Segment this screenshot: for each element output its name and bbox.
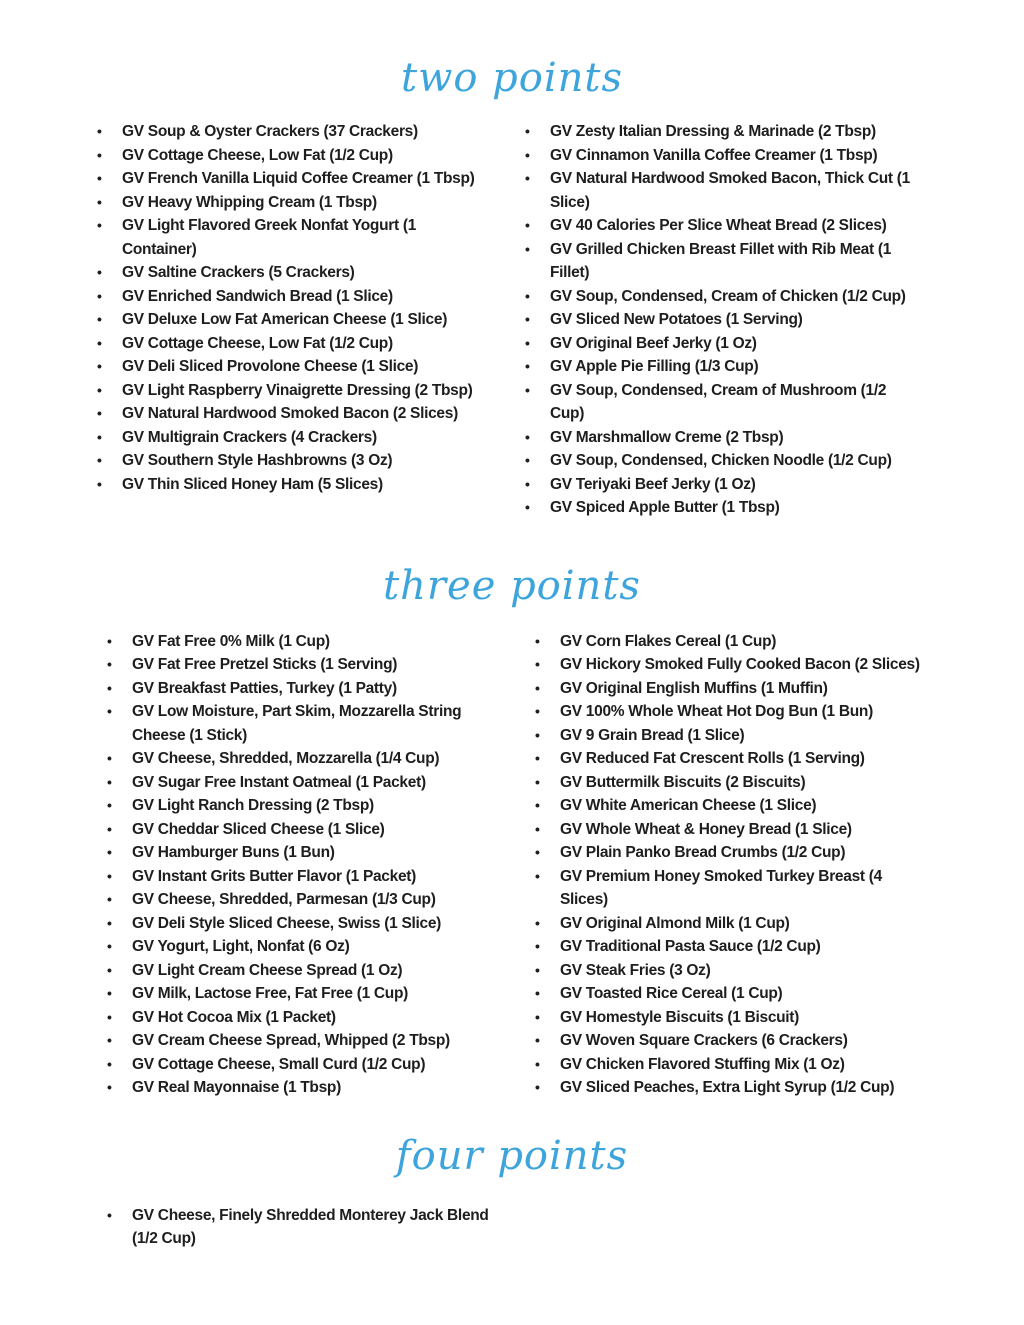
- bullet-icon: •: [97, 146, 102, 163]
- list-item: [100, 630, 528, 654]
- list-item: [90, 355, 518, 379]
- bullet-icon: •: [97, 381, 102, 398]
- item-label: GV Cottage Cheese, Low Fat (1/2 Cup): [122, 334, 393, 352]
- item-label: GV Cheese, Shredded, Parmesan (1/3 Cup): [132, 891, 436, 908]
- points-column-right: [528, 630, 958, 1100]
- points-column-right: [518, 120, 948, 520]
- item-label: GV Teriyaki Beef Jerky (1 Oz): [550, 475, 756, 493]
- bullet-icon: •: [535, 726, 540, 743]
- bullet-icon: •: [97, 334, 102, 351]
- list-item: [100, 747, 528, 771]
- item-label: GV Thin Sliced Honey Ham (5 Slices): [122, 475, 383, 493]
- bullet-icon: •: [535, 1032, 540, 1048]
- item-label: GV Cheese, Shredded, Mozzarella (1/4 Cup): [132, 750, 440, 767]
- bullet-icon: •: [97, 311, 102, 327]
- item-label: GV Zesty Italian Dressing & Marinade (2 Tbsp): [550, 123, 876, 140]
- bullet-icon: •: [107, 773, 112, 790]
- item-label: GV Southern Style Hashbrowns (3 Oz): [122, 452, 393, 469]
- item-label: GV 100% Whole Wheat Hot Dog Bun (1 Bun): [560, 703, 873, 720]
- bullet-icon: •: [525, 311, 530, 327]
- bullet-icon: •: [107, 961, 112, 978]
- section-four-points: [0, 1134, 1024, 1251]
- section-heading-four-points: four points: [395, 1132, 629, 1179]
- item-label: GV Chicken Flavored Stuffing Mix (1 Oz): [560, 1055, 845, 1073]
- item-label: GV Fat Free 0% Milk (1 Cup): [132, 632, 330, 650]
- bullet-icon: •: [107, 1008, 112, 1025]
- bullet-icon: •: [107, 1055, 112, 1072]
- bullet-icon: •: [535, 1008, 540, 1025]
- item-label: GV Homestyle Biscuits (1 Biscuit): [560, 1008, 800, 1026]
- list-item: [100, 912, 528, 936]
- item-label: GV Apple Pie Filling (1/3 Cup): [550, 358, 759, 375]
- bullet-icon: •: [525, 123, 530, 139]
- bullet-icon: •: [535, 867, 540, 884]
- item-label: GV Soup, Condensed, Cream of Mushroom (1/2 Cup): [550, 381, 887, 422]
- bullet-icon: •: [97, 193, 102, 210]
- item-label: GV Cheese, Finely Shredded Monterey Jack Blend (1/2 Cup): [132, 1206, 489, 1247]
- list-item: [528, 818, 958, 842]
- bullet-icon: •: [107, 703, 112, 719]
- item-label: GV Heavy Whipping Cream (1 Tbsp): [122, 193, 377, 211]
- bullet-icon: •: [107, 844, 112, 860]
- list-item: [518, 473, 948, 497]
- bullet-icon: •: [525, 499, 530, 515]
- list-item: [518, 285, 948, 309]
- bullet-icon: •: [107, 985, 112, 1001]
- bullet-icon: •: [97, 475, 102, 492]
- columns-four-points: [0, 1204, 1024, 1251]
- item-label: GV Yogurt, Light, Nonfat (6 Oz): [132, 938, 350, 955]
- bullet-icon: •: [535, 985, 540, 1001]
- list-item: [518, 144, 948, 168]
- list-item: [518, 332, 948, 356]
- list-item: [90, 379, 518, 403]
- item-label: GV Real Mayonnaise (1 Tbsp): [132, 1079, 341, 1096]
- item-label: GV Original Almond Milk (1 Cup): [560, 914, 790, 932]
- list-item: [100, 771, 528, 795]
- item-label: GV Deli Sliced Provolone Cheese (1 Slice): [122, 358, 419, 375]
- list-item: [528, 1029, 958, 1053]
- bullet-icon: •: [107, 891, 112, 907]
- bullet-icon: •: [107, 1079, 112, 1095]
- bullet-icon: •: [97, 170, 102, 186]
- bullet-icon: •: [535, 773, 540, 790]
- bullet-icon: •: [525, 428, 530, 445]
- list-item: [518, 308, 948, 332]
- columns-three-points: [0, 630, 1024, 1100]
- item-label: GV Light Ranch Dressing (2 Tbsp): [132, 797, 374, 814]
- list-item: [100, 1076, 528, 1100]
- item-label: GV Multigrain Crackers (4 Crackers): [122, 428, 377, 446]
- bullet-icon: •: [535, 844, 540, 860]
- list-item: [90, 191, 518, 215]
- item-label: GV 40 Calories Per Slice Wheat Bread (2 Slices): [550, 217, 887, 234]
- list-item: [528, 1053, 958, 1077]
- item-label: GV Soup, Condensed, Chicken Noodle (1/2 Cup): [550, 452, 892, 469]
- list-item: [518, 120, 948, 144]
- list-item: [528, 865, 958, 912]
- bullet-icon: •: [525, 170, 530, 186]
- list-item: [518, 496, 948, 520]
- item-label: GV Cream Cheese Spread, Whipped (2 Tbsp): [132, 1032, 450, 1049]
- points-column-left: [100, 630, 528, 1100]
- bullet-icon: •: [97, 358, 102, 374]
- list-item: [90, 308, 518, 332]
- bullet-icon: •: [107, 632, 112, 649]
- item-label: GV Fat Free Pretzel Sticks (1 Serving): [132, 656, 398, 673]
- bullet-icon: •: [107, 750, 112, 766]
- list-item: [518, 214, 948, 238]
- bullet-icon: •: [107, 656, 112, 672]
- item-label: GV Hamburger Buns (1 Bun): [132, 844, 335, 861]
- item-label: GV Cheddar Sliced Cheese (1 Slice): [132, 820, 385, 838]
- list-item: [100, 700, 528, 747]
- bullet-icon: •: [97, 428, 102, 445]
- list-item: [528, 982, 958, 1006]
- list-item: [100, 982, 528, 1006]
- bullet-icon: •: [107, 820, 112, 837]
- list-item: [100, 818, 528, 842]
- bullet-icon: •: [107, 797, 112, 813]
- list-item: [90, 332, 518, 356]
- item-label: GV Sliced New Potatoes (1 Serving): [550, 311, 803, 328]
- item-label: GV Saltine Crackers (5 Crackers): [122, 264, 355, 281]
- bullet-icon: •: [535, 1079, 540, 1095]
- item-label: GV Cottage Cheese, Small Curd (1/2 Cup): [132, 1055, 426, 1073]
- list-item: [518, 167, 948, 214]
- list-item: [528, 771, 958, 795]
- bullet-icon: •: [97, 405, 102, 421]
- sections-container: [0, 56, 1024, 1251]
- list-item: [100, 1053, 528, 1077]
- bullet-icon: •: [535, 656, 540, 672]
- item-label: GV Plain Panko Bread Crumbs (1/2 Cup): [560, 844, 846, 861]
- columns-two-points: [0, 120, 1024, 520]
- item-label: GV Sliced Peaches, Extra Light Syrup (1/2 Cup): [560, 1079, 895, 1096]
- bullet-icon: •: [107, 679, 112, 696]
- list-item: [100, 959, 528, 983]
- bullet-icon: •: [525, 240, 530, 257]
- bullet-icon: •: [525, 475, 530, 492]
- item-label: GV Deli Style Sliced Cheese, Swiss (1 Slice): [132, 914, 442, 932]
- list-item: [528, 935, 958, 959]
- bullet-icon: •: [97, 217, 102, 233]
- item-label: GV Toasted Rice Cereal (1 Cup): [560, 985, 783, 1002]
- list-item: [90, 120, 518, 144]
- item-label: GV Breakfast Patties, Turkey (1 Patty): [132, 679, 397, 697]
- bullet-icon: •: [97, 264, 102, 280]
- list-item: [90, 473, 518, 497]
- item-label: GV White American Cheese (1 Slice): [560, 797, 817, 814]
- list-item: [100, 794, 528, 818]
- list-item: [90, 285, 518, 309]
- item-label: GV Reduced Fat Crescent Rolls (1 Serving): [560, 750, 865, 767]
- item-label: GV Soup & Oyster Crackers (37 Crackers): [122, 123, 418, 140]
- list-item: [528, 794, 958, 818]
- list-item: [518, 379, 948, 426]
- item-label: GV Buttermilk Biscuits (2 Biscuits): [560, 773, 806, 791]
- list-item: [100, 677, 528, 701]
- list-item: [518, 355, 948, 379]
- item-label: GV Sugar Free Instant Oatmeal (1 Packet): [132, 773, 426, 791]
- item-label: GV 9 Grain Bread (1 Slice): [560, 726, 745, 744]
- item-label: GV Marshmallow Creme (2 Tbsp): [550, 428, 784, 446]
- list-item: [518, 449, 948, 473]
- list-item: [90, 449, 518, 473]
- list-item: [90, 402, 518, 426]
- list-item: [528, 841, 958, 865]
- points-column-left: [100, 1204, 528, 1251]
- list-item: [528, 724, 958, 748]
- item-label: GV Light Cream Cheese Spread (1 Oz): [132, 961, 403, 979]
- list-item: [528, 912, 958, 936]
- list-item: [528, 1076, 958, 1100]
- item-label: GV Natural Hardwood Smoked Bacon, Thick Cut (1 Slice): [550, 170, 910, 211]
- bullet-icon: •: [97, 287, 102, 304]
- bullet-icon: •: [525, 287, 530, 304]
- item-label: GV Light Raspberry Vinaigrette Dressing (2 Tbsp): [122, 381, 473, 399]
- bullet-icon: •: [525, 334, 530, 351]
- list-item: [100, 1006, 528, 1030]
- bullet-icon: •: [525, 381, 530, 398]
- bullet-icon: •: [525, 358, 530, 374]
- list-item: [528, 630, 958, 654]
- list-item: [100, 653, 528, 677]
- list-item: [100, 1029, 528, 1053]
- item-label: GV Instant Grits Butter Flavor (1 Packet): [132, 867, 416, 885]
- list-item: [528, 700, 958, 724]
- item-label: GV Original English Muffins (1 Muffin): [560, 679, 828, 697]
- item-label: GV Deluxe Low Fat American Cheese (1 Slice): [122, 311, 448, 328]
- item-label: GV Soup, Condensed, Cream of Chicken (1/2 Cup): [550, 287, 906, 305]
- bullet-icon: •: [97, 123, 102, 139]
- item-label: GV Original Beef Jerky (1 Oz): [550, 334, 757, 352]
- bullet-icon: •: [535, 750, 540, 766]
- bullet-icon: •: [535, 820, 540, 837]
- bullet-icon: •: [535, 1055, 540, 1072]
- section-three-points: [0, 564, 1024, 1100]
- item-label: GV Cottage Cheese, Low Fat (1/2 Cup): [122, 146, 393, 164]
- bullet-icon: •: [107, 867, 112, 884]
- item-label: GV Grilled Chicken Breast Fillet with Rib Meat (1 Fillet): [550, 240, 892, 281]
- list-item: [100, 841, 528, 865]
- bullet-icon: •: [525, 146, 530, 163]
- bullet-icon: •: [107, 1032, 112, 1048]
- item-label: GV Woven Square Crackers (6 Crackers): [560, 1032, 848, 1049]
- section-heading-three-points: three points: [383, 562, 641, 609]
- list-item: [100, 935, 528, 959]
- item-label: GV Premium Honey Smoked Turkey Breast (4 Slices): [560, 867, 882, 908]
- item-label: GV Milk, Lactose Free, Fat Free (1 Cup): [132, 985, 408, 1002]
- list-item: [528, 677, 958, 701]
- section-heading-two-points: two points: [401, 55, 623, 101]
- bullet-icon: •: [525, 217, 530, 233]
- item-label: GV Steak Fries (3 Oz): [560, 961, 711, 979]
- list-item: [100, 865, 528, 889]
- list-item: [90, 167, 518, 191]
- item-label: GV Enriched Sandwich Bread (1 Slice): [122, 287, 393, 305]
- list-item: [90, 214, 518, 261]
- section-two-points: [0, 56, 1024, 520]
- item-label: GV Spiced Apple Butter (1 Tbsp): [550, 499, 780, 516]
- item-label: GV Corn Flakes Cereal (1 Cup): [560, 632, 777, 650]
- list-item: [518, 238, 948, 285]
- list-item: [90, 144, 518, 168]
- item-label: GV Cinnamon Vanilla Coffee Creamer (1 Tbsp): [550, 146, 878, 164]
- bullet-icon: •: [107, 938, 112, 954]
- item-label: GV Hickory Smoked Fully Cooked Bacon (2 Slices): [560, 656, 920, 673]
- list-item: [528, 1006, 958, 1030]
- item-label: GV Light Flavored Greek Nonfat Yogurt (1 Container): [122, 217, 417, 258]
- bullet-icon: •: [525, 452, 530, 468]
- bullet-icon: •: [535, 961, 540, 978]
- list-item: [528, 959, 958, 983]
- list-item: [90, 426, 518, 450]
- item-label: GV Hot Cocoa Mix (1 Packet): [132, 1008, 336, 1026]
- bullet-icon: •: [107, 914, 112, 931]
- item-label: GV French Vanilla Liquid Coffee Creamer (1 Tbsp): [122, 170, 475, 187]
- bullet-icon: •: [97, 452, 102, 468]
- list-item: [100, 888, 528, 912]
- list-item: [528, 653, 958, 677]
- item-label: GV Traditional Pasta Sauce (1/2 Cup): [560, 938, 821, 955]
- bullet-icon: •: [535, 703, 540, 719]
- item-label: GV Whole Wheat & Honey Bread (1 Slice): [560, 820, 852, 838]
- bullet-icon: •: [107, 1206, 112, 1223]
- item-label: GV Natural Hardwood Smoked Bacon (2 Slices): [122, 405, 458, 422]
- list-item: [90, 261, 518, 285]
- list-item: [518, 426, 948, 450]
- item-label: GV Low Moisture, Part Skim, Mozzarella String Cheese (1 Stick): [132, 703, 462, 744]
- bullet-icon: •: [535, 938, 540, 954]
- bullet-icon: •: [535, 679, 540, 696]
- list-item: [528, 747, 958, 771]
- bullet-icon: •: [535, 914, 540, 931]
- list-item: [100, 1204, 528, 1251]
- bullet-icon: •: [535, 632, 540, 649]
- bullet-icon: •: [535, 797, 540, 813]
- points-column-left: [90, 120, 518, 496]
